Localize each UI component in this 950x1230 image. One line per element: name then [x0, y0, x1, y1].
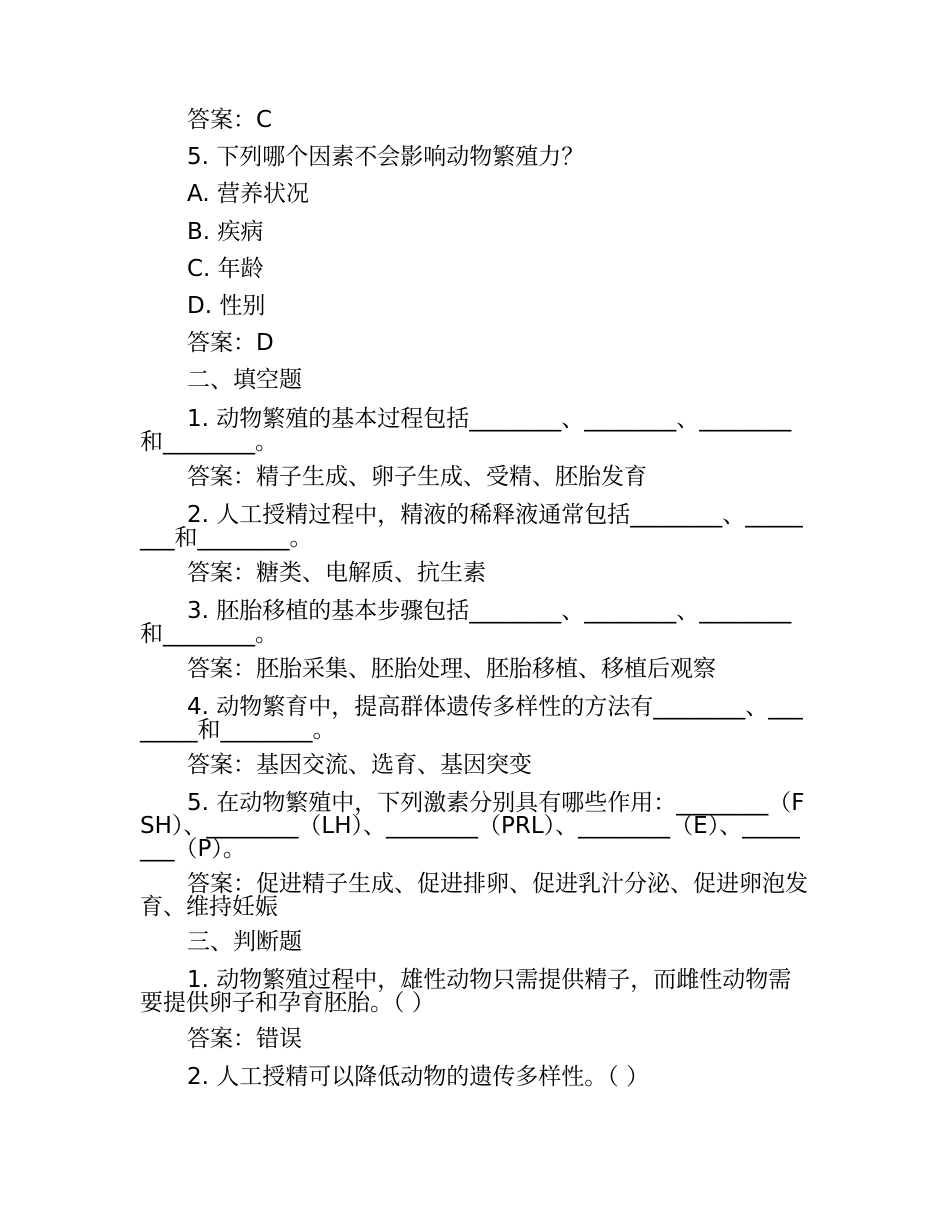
question-5: 5. 下列哪个因素不会影响动物繁殖力？ [187, 144, 585, 170]
fill-answer-5: 答案：促进精子生成、促进排卵、促进乳汁分泌、促进卵泡发育、维持妊娠 [140, 871, 808, 920]
fill-question-3: 3. 胚胎移植的基本步骤包括________、________、________和________。 [140, 598, 792, 647]
section-heading-true-false: 三、判断题 [187, 929, 302, 955]
judge-question-1: 1. 动物繁殖过程中，雄性动物只需提供精子，而雌性动物需要提供卵子和孕育胚胎。（ ） [140, 967, 792, 1016]
answer-q4: 答案：C [187, 107, 273, 133]
fill-answer-2: 答案：糖类、电解质、抗生素 [187, 560, 486, 586]
fill-question-5: 5. 在动物繁殖中，下列激素分别具有哪些作用：________（FSH）、________（LH）、________（PRL）、________（E）、________（P）。 [140, 790, 805, 862]
judge-question-2: 2. 人工授精可以降低动物的遗传多样性。（ ） [187, 1064, 650, 1090]
fill-answer-1: 答案：精子生成、卵子生成、受精、胚胎发育 [187, 464, 647, 490]
option-a: A. 营养状况 [187, 181, 309, 207]
fill-question-2: 2. 人工授精过程中，精液的稀释液通常包括________、________和________。 [140, 502, 803, 551]
judge-answer-1: 答案：错误 [187, 1026, 302, 1052]
fill-answer-3: 答案：胚胎采集、胚胎处理、胚胎移植、移植后观察 [187, 656, 716, 682]
option-c: C. 年龄 [187, 256, 264, 282]
fill-answer-4: 答案：基因交流、选育、基因突变 [187, 752, 532, 778]
fill-question-1: 1. 动物繁殖的基本过程包括________、________、________和________。 [140, 406, 792, 455]
section-heading-fill-blank: 二、填空题 [187, 367, 302, 393]
option-d: D. 性别 [187, 293, 266, 319]
answer-q5: 答案：D [187, 330, 274, 356]
option-b: B. 疾病 [187, 219, 264, 245]
fill-question-4: 4. 动物繁育中，提高群体遗传多样性的方法有________、________和________。 [140, 694, 803, 743]
